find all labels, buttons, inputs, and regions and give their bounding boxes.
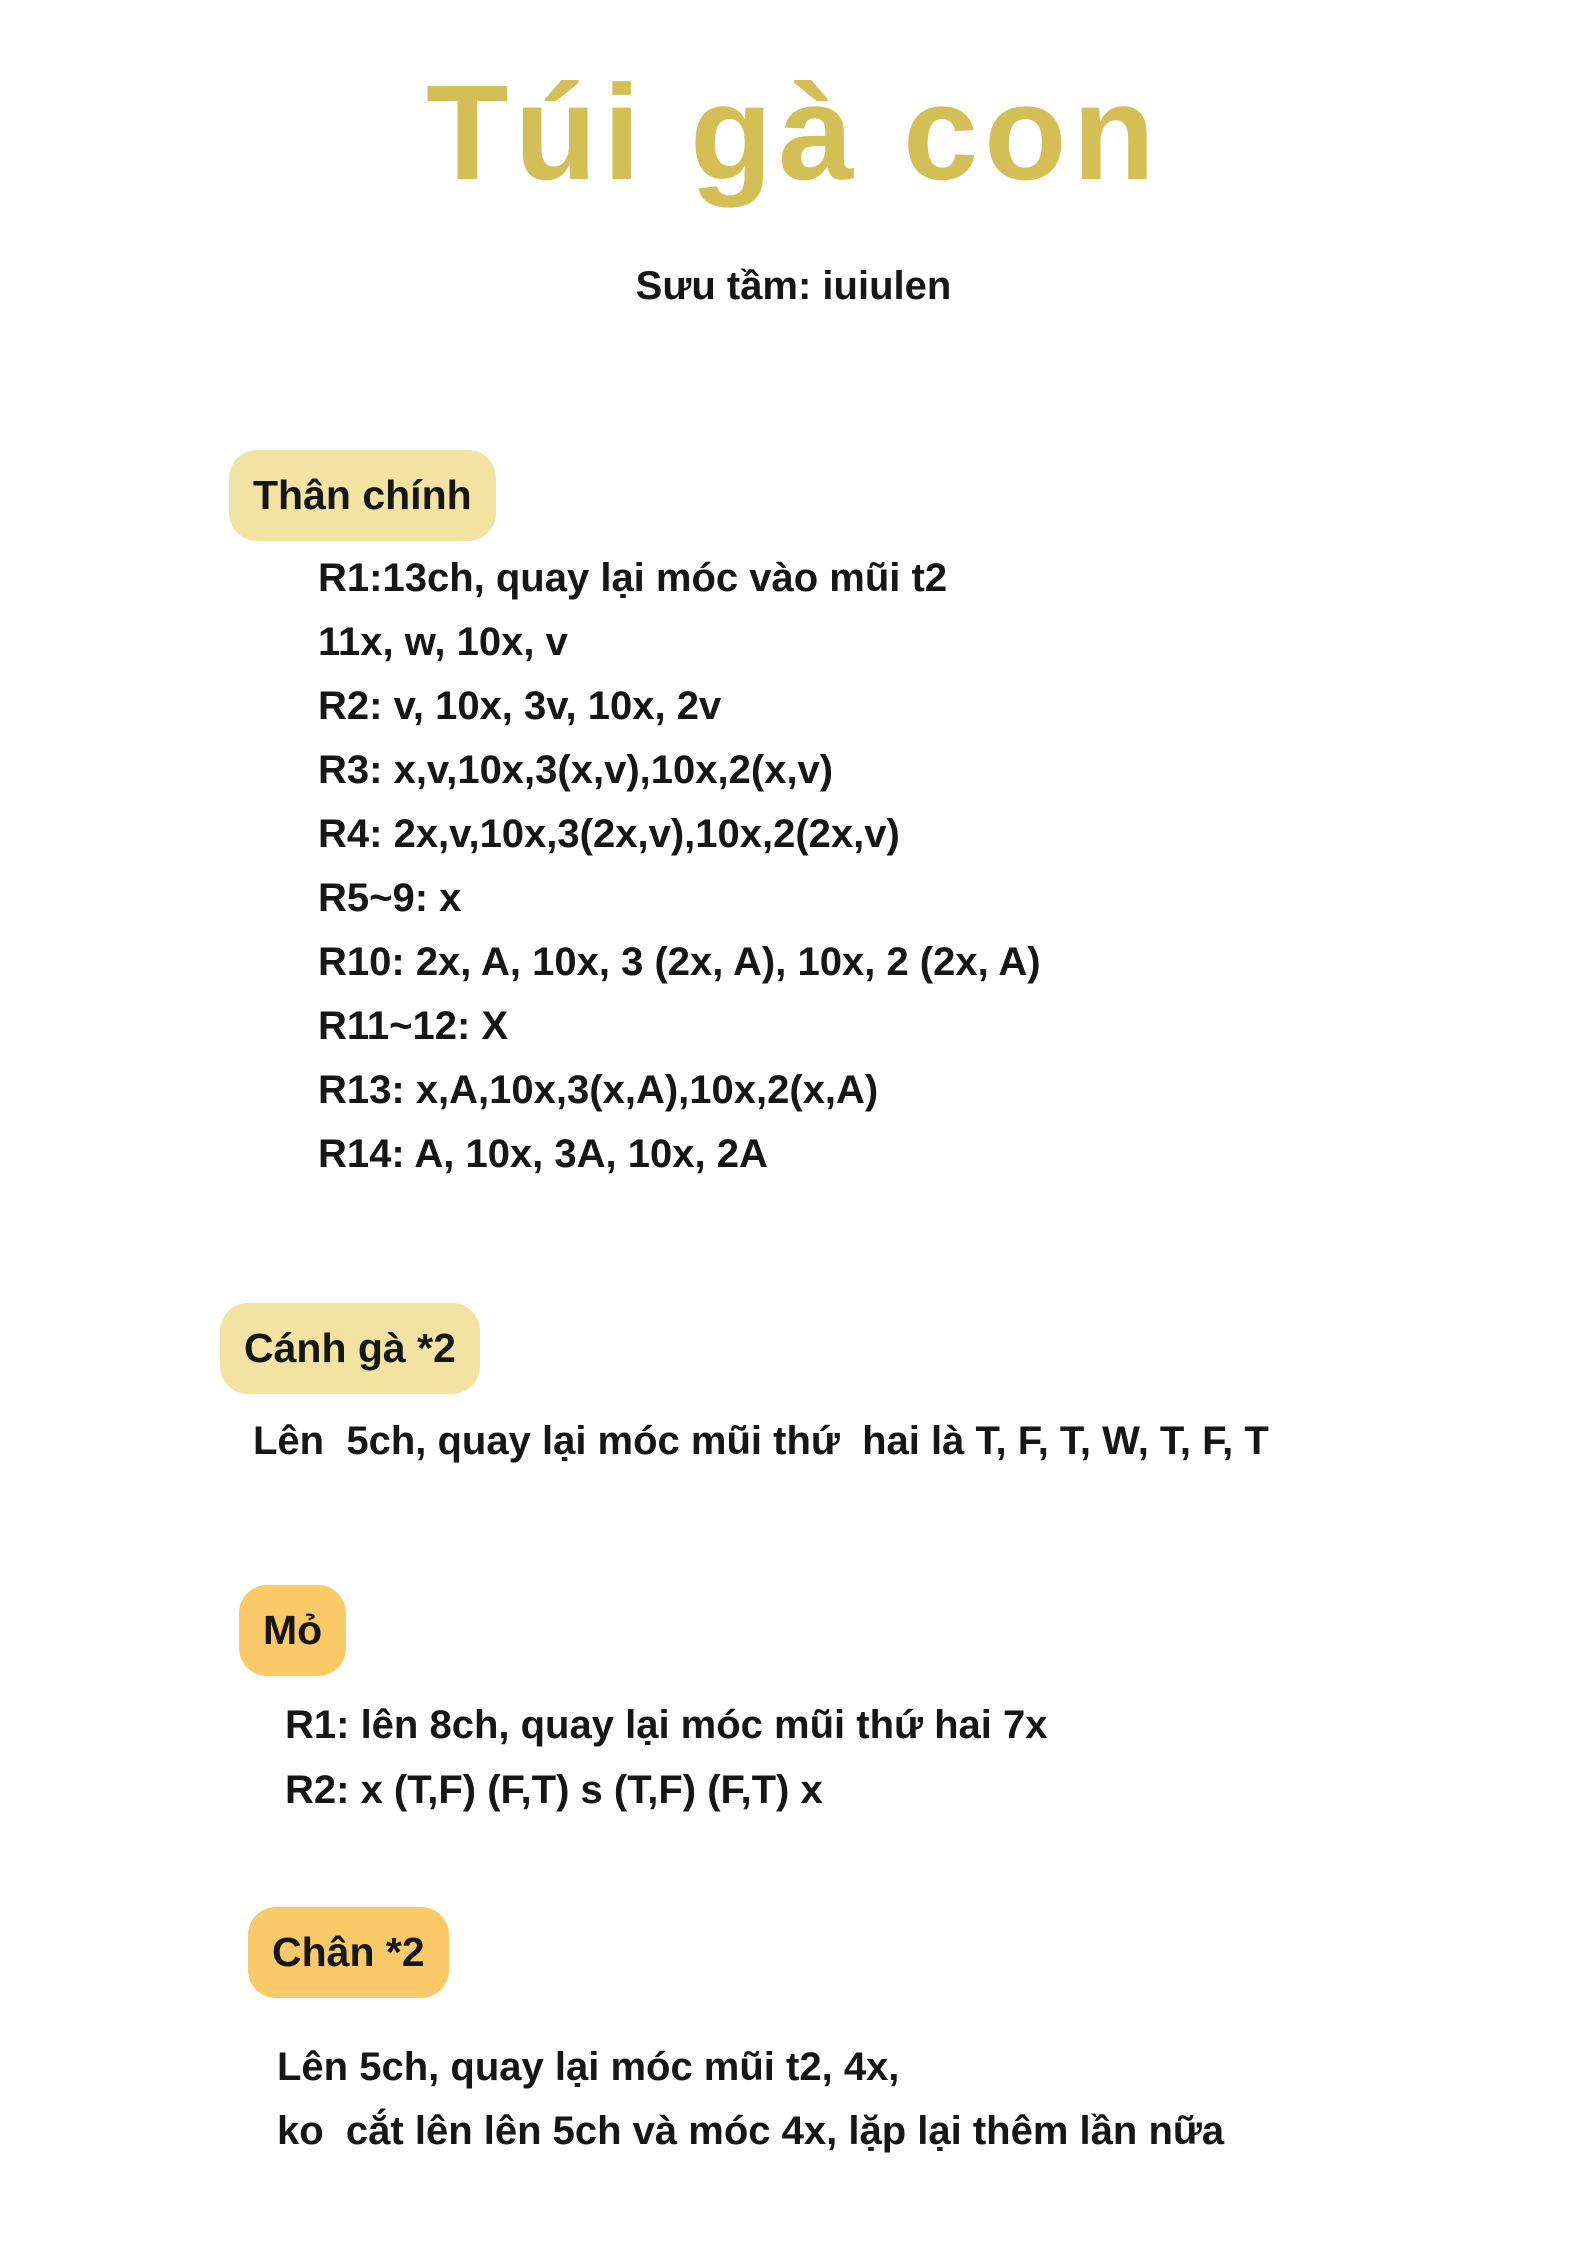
pattern-line: R2: v, 10x, 3v, 10x, 2v — [318, 684, 722, 728]
section-header-mo — [239, 1585, 346, 1676]
pattern-line: R4: 2x,v,10x,3(2x,v),10x,2(2x,v) — [318, 812, 900, 856]
pattern-line: 11x, w, 10x, v — [318, 620, 568, 664]
pattern-line: R2: x (T,F) (F,T) s (T,F) (F,T) x — [285, 1768, 823, 1812]
pattern-line: R3: x,v,10x,3(x,v),10x,2(x,v) — [318, 748, 834, 792]
pattern-line: Lên 5ch, quay lại móc mũi t2, 4x, — [277, 2045, 900, 2089]
section-header-label: Chân *2 — [272, 1929, 425, 1975]
section-header-than-chinh — [229, 450, 496, 541]
pattern-line: R14: A, 10x, 3A, 10x, 2A — [318, 1132, 768, 1176]
pattern-line: R13: x,A,10x,3(x,A),10x,2(x,A) — [318, 1068, 879, 1112]
pattern-line: R10: 2x, A, 10x, 3 (2x, A), 10x, 2 (2x, A) — [318, 940, 1041, 984]
pattern-line: ko cắt lên lên 5ch và móc 4x, lặp lại thêm lần nữa — [277, 2109, 1225, 2153]
pattern-line: R1: lên 8ch, quay lại móc mũi thứ hai 7x — [285, 1703, 1048, 1747]
section-body-chan — [277, 2035, 1224, 2163]
section-header-chan — [248, 1907, 449, 1998]
pattern-line: R1:13ch, quay lại móc vào mũi t2 — [318, 556, 948, 600]
pattern-line: Lên 5ch, quay lại móc mũi thứ hai là T, F, T, W, T, F, T — [253, 1419, 1269, 1463]
pattern-line: R5~9: x — [318, 876, 462, 920]
section-header-label: Mỏ — [263, 1607, 323, 1653]
page-subtitle: Sưu tầm: iuiulen — [635, 264, 952, 308]
section-body-canh-ga — [253, 1409, 1269, 1473]
section-header-canh-ga — [220, 1303, 480, 1394]
section-header-label: Cánh gà *2 — [244, 1325, 456, 1371]
section-body-than-chinh — [318, 546, 1041, 1186]
section-body-mo — [285, 1693, 1048, 1823]
section-header-label: Thân chính — [253, 472, 472, 518]
pattern-line: R11~12: X — [318, 1004, 509, 1048]
page-title: Túi gà con — [426, 57, 1161, 208]
